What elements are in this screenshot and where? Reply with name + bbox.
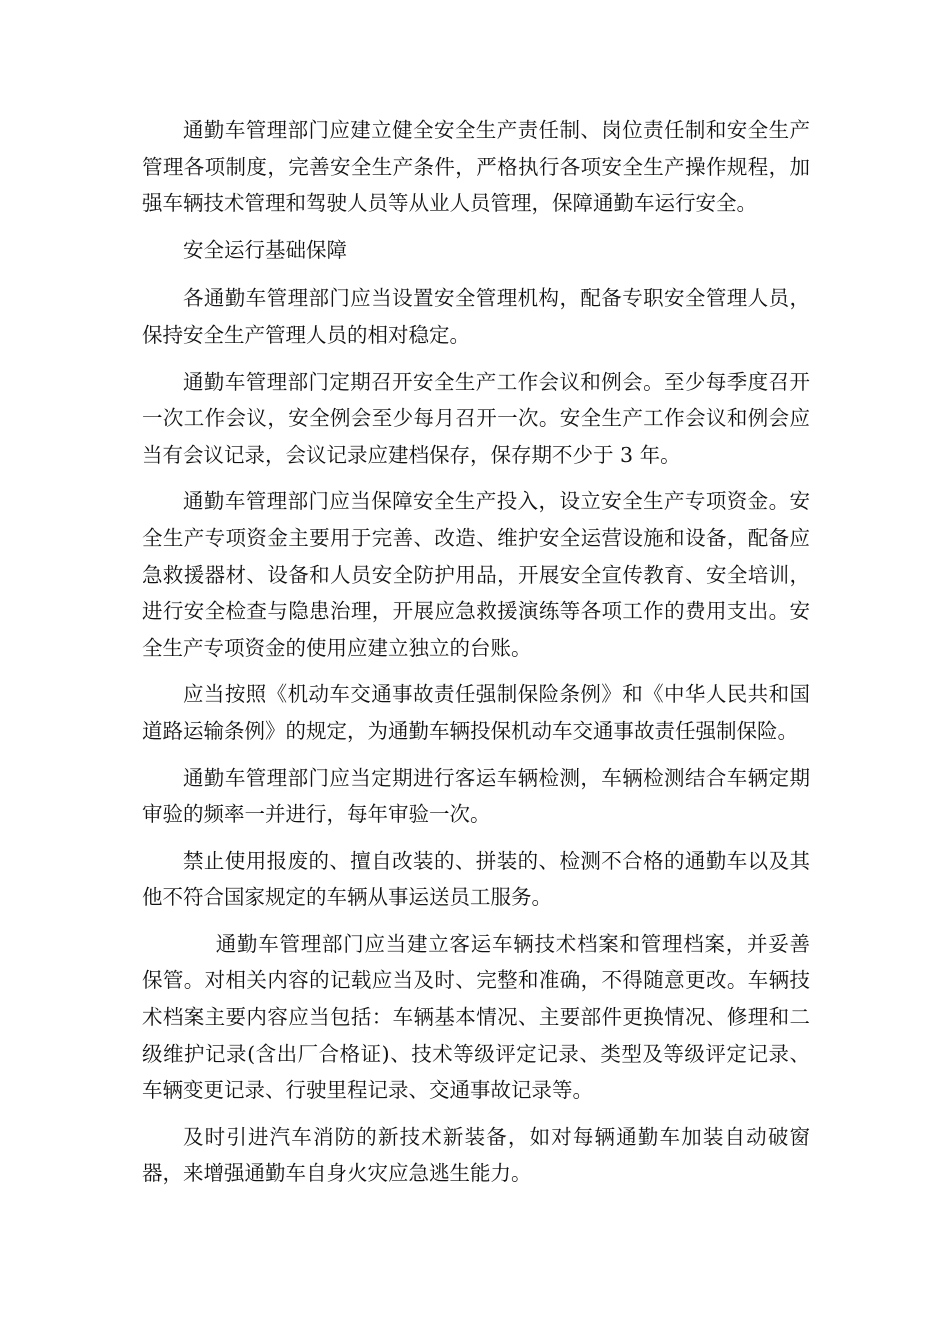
paragraph-vehicle-records: 通勤车管理部门应当建立客运车辆技术档案和管理档案，并妥善保管。对相关内容的记载应当及时、完整和准确，不得随意更改。车辆技术档案主要内容应当包括：车辆基本情况、主要部件更换情况、修理和二级维护记录(含出厂合格证)、技术等级评定记录、类型及等级评定记录、车辆变更记录、行驶里程记录、交通事故记录等。 — [142, 931, 810, 1103]
paragraph-safety-funding: 通勤车管理部门应当保障安全生产投入，设立安全生产专项资金。安全生产专项资金主要用于完善、改造、维护安全运营设施和设备，配备应急救援器材、设备和人员安全防护用品，开展安全宣传教育、安全培训，进行安全检查与隐患治理，开展应急救援演练等各项工作的费用支出。安全生产专项资金的使用应建立独立的台账。 — [142, 489, 810, 660]
paragraph-fire-safety: 及时引进汽车消防的新技术新装备，如对每辆通勤车加装自动破窗器，来增强通勤车自身火灾应急逃生能力。 — [142, 1124, 810, 1186]
document-body — [142, 112, 810, 1202]
paragraph-vehicle-inspection: 通勤车管理部门应当定期进行客运车辆检测，车辆检测结合车辆定期审验的频率一并进行，每年审验一次。 — [142, 765, 810, 827]
paragraph-insurance: 应当按照《机动车交通事故责任强制保险条例》和《中华人民共和国道路运输条例》的规定，为通勤车辆投保机动车交通事故责任强制保险。 — [142, 682, 810, 743]
paragraph-safety-organization: 各通勤车管理部门应当设置安全管理机构，配备专职安全管理人员，保持安全生产管理人员的相对稳定。 — [142, 286, 810, 347]
paragraph-safety-meetings: 通勤车管理部门定期召开安全生产工作会议和例会。至少每季度召开一次工作会议，安全例会至少每月召开一次。安全生产工作会议和例会应当有会议记录，会议记录应建档保存，保存期不少于 3 年。 — [142, 369, 810, 467]
section-heading-safety-foundation: 安全运行基础保障 — [183, 237, 347, 262]
paragraph-vehicle-prohibition: 禁止使用报废的、擅自改装的、拼装的、检测不合格的通勤车以及其他不符合国家规定的车辆从事运送员工服务。 — [142, 848, 810, 910]
paragraph-safety-responsibility: 通勤车管理部门应建立健全安全生产责任制、岗位责任制和安全生产管理各项制度，完善安全生产条件，严格执行各项安全生产操作规程，加强车辆技术管理和驾驶人员等从业人员管理，保障通勤车运行安全。 — [142, 118, 810, 216]
